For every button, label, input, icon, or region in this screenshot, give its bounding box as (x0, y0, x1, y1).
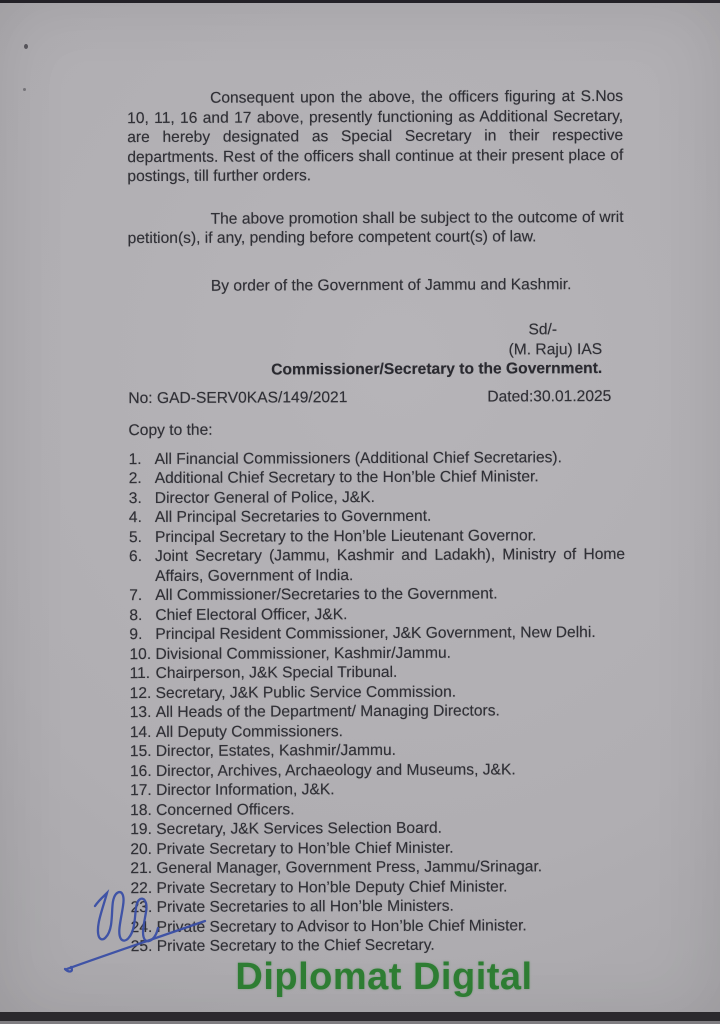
copy-item-number: 21. (130, 859, 153, 878)
copy-item-number: 23. (130, 898, 153, 917)
copy-item-text: Secretary, J&K Services Selection Board. (156, 819, 443, 838)
copy-list-item (130, 720, 626, 742)
copy-list-item (130, 837, 626, 859)
copy-list-item (129, 447, 625, 469)
copy-item-text: Director, Archives, Archaeology and Museums, J&K. (155, 760, 516, 780)
copy-item-text: All Heads of the Department/ Managing Directors. (155, 702, 500, 721)
copy-item-number: 10. (129, 645, 152, 663)
copy-item-number: 12. (129, 684, 152, 702)
scan-speck (23, 88, 26, 91)
copy-item-text: Private Secretaries to all Hon’ble Ministers. (156, 897, 454, 916)
body-paragraph-designation: Consequent upon the above, the officers figuring at S.Nos 10, 11, 16 and 17 above, presently functioning as Additional Secretary, are hereby designated as Special Secretary in their respective departments. Rest of the officers shall continue at their present place of postings, till further orders. (127, 87, 624, 186)
copy-item-number: 19. (130, 820, 152, 839)
copy-item-text: Principal Secretary to the Hon’ble Lieutenant Governor. (154, 526, 537, 546)
copy-item-text: Director Information, J&K. (156, 781, 335, 799)
copy-item-number: 14. (129, 723, 152, 741)
copy-item-number: 20. (130, 840, 153, 858)
reference-number: No: GAD-SERV0KAS/149/2021 (128, 388, 348, 407)
copy-list-item (129, 584, 625, 606)
copy-item-number: 2. (128, 470, 142, 488)
copy-list-item (130, 857, 626, 879)
copy-item-text: Director, Estates, Kashmir/Jammu. (155, 741, 396, 760)
scan-bottom-bar (0, 1012, 720, 1021)
copy-list-item (130, 740, 626, 762)
copy-item-text: All Deputy Commissioners. (155, 722, 344, 741)
copy-list-item (129, 603, 625, 625)
copy-list-item (129, 467, 625, 489)
copy-item-number: 22. (130, 879, 153, 897)
copy-list-item (129, 545, 625, 586)
copy-item-number: 7. (129, 587, 143, 605)
copy-item-number: 1. (128, 450, 142, 468)
copy-item-number: 17. (130, 781, 152, 800)
scan-speck (24, 44, 28, 49)
body-paragraph-writ-petition: The above promotion shall be subject to the outcome of writ petition(s), if any, pending before competent court(s) of law. (127, 208, 624, 248)
scan-top-edge-bar (0, 0, 720, 3)
copy-item-number: 24. (130, 918, 153, 936)
copy-item-number: 4. (128, 509, 142, 527)
copy-item-text: Secretary, J&K Public Service Commission. (155, 683, 457, 702)
copy-item-text: All Financial Commissioners (Additional Chief Secretaries). (154, 448, 562, 468)
reference-row (128, 386, 624, 408)
copy-item-text: Private Secretary to Advisor to Hon’ble Chief Minister. (156, 916, 527, 936)
copy-list-item (130, 759, 626, 781)
copy-item-text: All Principal Secretaries to Government. (154, 507, 432, 526)
copy-item-text: Divisional Commissioner, Kashmir/Jammu. (155, 644, 452, 663)
copy-item-number: 9. (129, 626, 143, 644)
copy-item-text: Director General of Police, J&K. (154, 488, 375, 507)
copy-item-text: Chief Electoral Officer, J&K. (155, 605, 348, 624)
copy-list-item (129, 506, 625, 528)
copy-list-item (129, 623, 625, 645)
copy-item-text: Principal Resident Commissioner, J&K Government, New Delhi. (155, 624, 596, 643)
copy-item-text: All Commissioner/Secretaries to the Government. (155, 585, 498, 604)
sd-line: Sd/- (528, 321, 558, 339)
copy-item-number: 5. (128, 528, 143, 546)
copy-item-text: Private Secretary to Hon’ble Deputy Chief Minister. (156, 877, 508, 897)
copy-to-label: Copy to the: (128, 421, 213, 440)
copy-list-item (130, 818, 626, 840)
by-order-line: By order of the Government of Jammu and Kashmir. (210, 275, 572, 295)
copy-item-number: 3. (128, 489, 142, 507)
copy-item-number: 13. (129, 703, 152, 722)
copy-list-item (130, 798, 626, 820)
copy-item-text: Chairperson, J&K Special Tribunal. (155, 663, 398, 682)
copy-item-text: Additional Chief Secretary to the Hon’ble Chief Minister. (154, 468, 539, 487)
copy-item-number: 6. (129, 548, 143, 566)
copy-item-number: 18. (130, 801, 152, 819)
copy-list-item (130, 662, 626, 684)
copy-list-item (130, 701, 626, 723)
copy-item-number: 15. (129, 742, 152, 761)
document-body (127, 87, 627, 957)
signatory-name: (M. Raju) IAS (508, 340, 603, 358)
copy-item-text: Concerned Officers. (156, 800, 295, 819)
copy-item-number: 25. (130, 937, 153, 956)
copy-item-text: General Manager, Government Press, Jammu/Srinagar. (156, 858, 543, 877)
copy-list-item (129, 642, 625, 664)
watermark-text: Diplomat Digital (235, 956, 533, 998)
copy-item-text: Private Secretary to the Chief Secretary. (156, 936, 435, 955)
copy-item-number: 8. (129, 606, 143, 624)
copy-item-text: Private Secretary to Hon’ble Chief Minister. (156, 839, 454, 858)
copy-list-item (130, 681, 626, 703)
copy-list-item (129, 525, 625, 547)
copy-recipient-list (129, 447, 627, 956)
signatory-designation: Commissioner/Secretary to the Government. (271, 360, 603, 379)
copy-item-number: 16. (129, 762, 152, 780)
copy-item-number: 11. (129, 664, 151, 683)
copy-item-text: Joint Secretary (Jammu, Kashmir and Ladakh), Ministry of Home Affairs, Government of India. (155, 545, 626, 585)
copy-list-item (129, 486, 625, 508)
copy-list-item (130, 779, 626, 801)
signature-block (128, 320, 624, 381)
reference-date: Dated:30.01.2025 (487, 387, 612, 406)
